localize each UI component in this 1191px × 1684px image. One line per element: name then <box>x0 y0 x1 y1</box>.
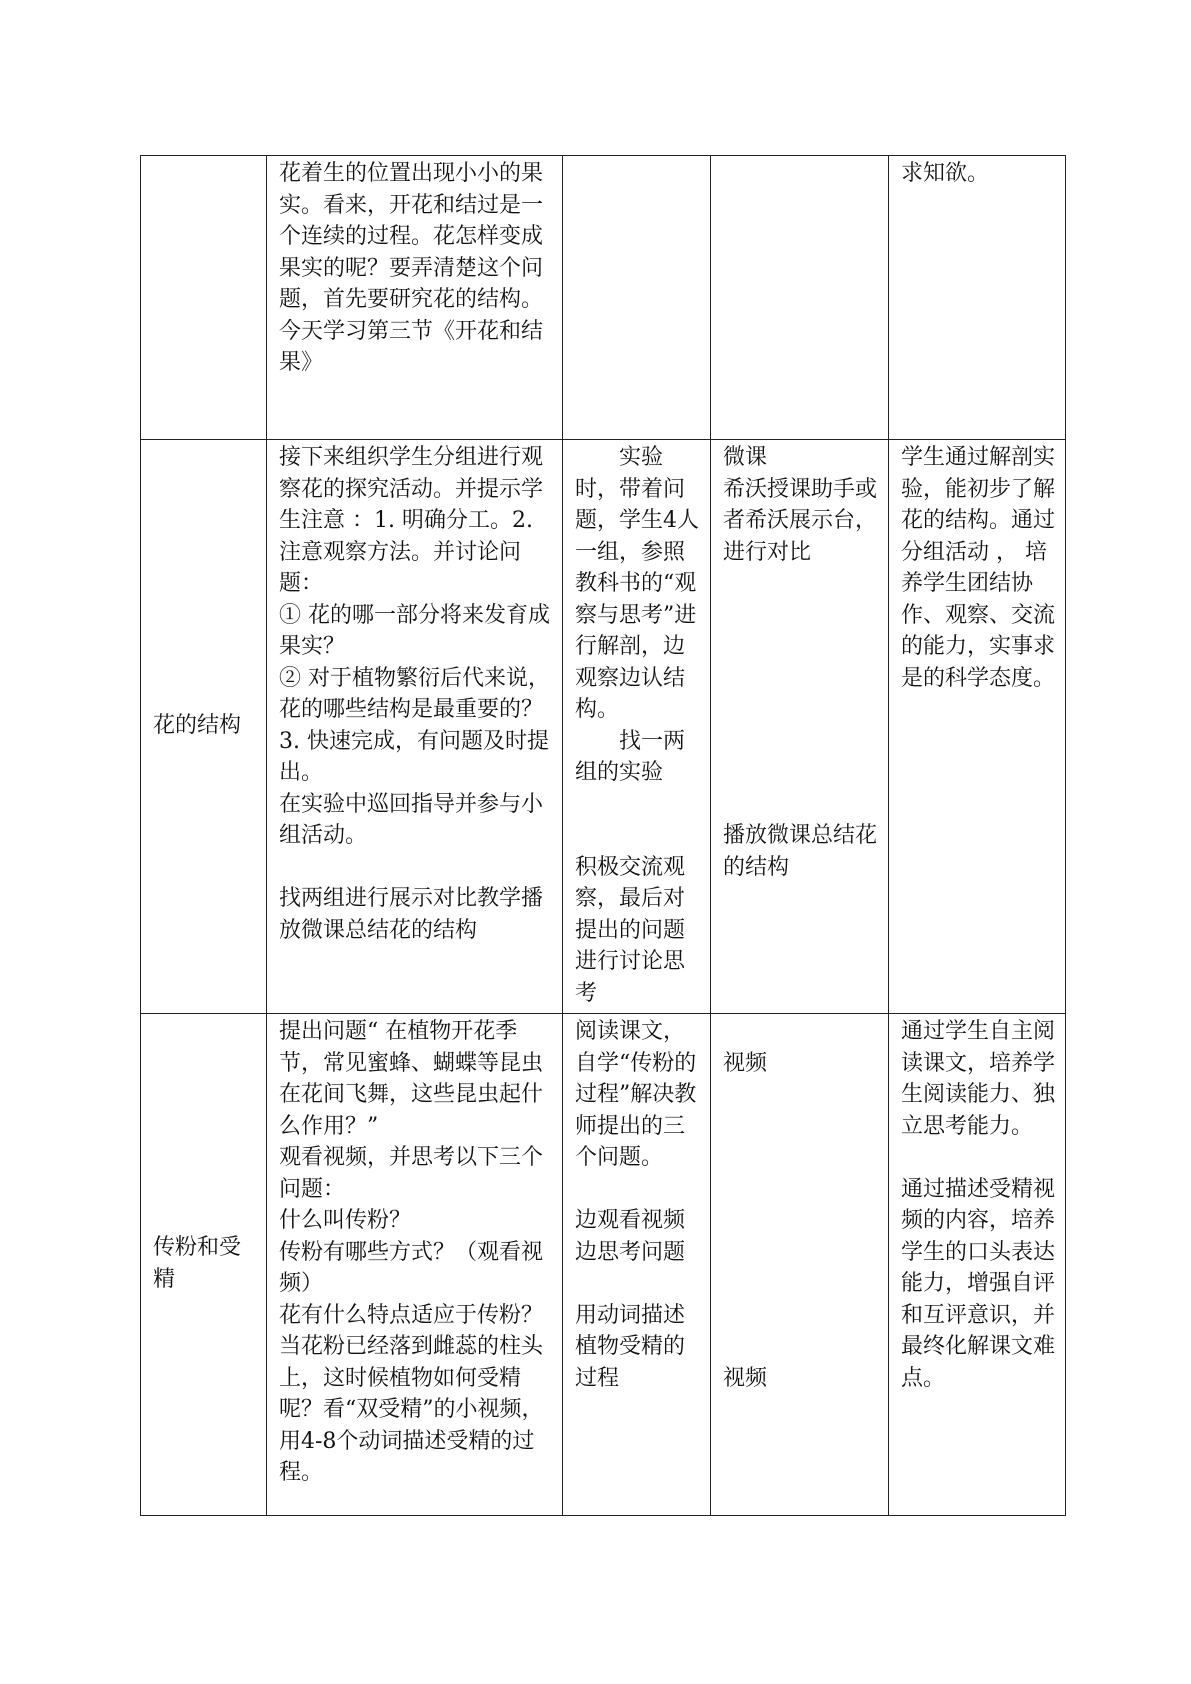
spacer <box>723 694 878 726</box>
spacer <box>723 1237 878 1269</box>
table-row <box>141 440 1066 1014</box>
spacer <box>723 1268 878 1300</box>
cell-paragraph: 在实验中巡回指导并参与小组活动。 <box>279 791 544 848</box>
media-cell <box>711 440 889 1014</box>
cell-paragraph: 通过描述受精视频的内容，培养学生的口头表达能力，增强自评和互评意识，并最终化解课文难点。 <box>901 1176 1056 1391</box>
cell-paragraph: 希沃授课助手或者希沃展示台，进行对比 <box>723 476 878 565</box>
teacher-activity-cell <box>267 440 563 1014</box>
cell-paragraph: 观看视频，并思考以下三个问题： <box>279 1145 544 1202</box>
cell-paragraph: 边观看视频边思考问题 <box>575 1208 686 1265</box>
spacer <box>723 663 878 695</box>
design-intent-cell <box>889 1014 1066 1516</box>
spacer <box>723 600 878 632</box>
cell-paragraph: 提出问题“ 在植物开花季节，常见蜜蜂、蝴蝶等昆虫在花间飞舞，这些昆虫起什么作用？” <box>279 1019 544 1139</box>
teacher-activity-cell <box>267 156 563 440</box>
cell-paragraph: 找一两组的实验 <box>575 728 686 785</box>
cell-paragraph: 3. 快速完成，有问题及时提出。 <box>279 728 549 785</box>
spacer <box>723 1079 878 1111</box>
teacher-activity-cell <box>267 1014 563 1516</box>
table-row <box>141 156 1066 440</box>
cell-paragraph: ② 对于植物繁衍后代来说，花的哪些结构是最重要的？ <box>279 665 550 722</box>
design-intent-cell <box>889 156 1066 440</box>
spacer <box>723 631 878 663</box>
cell-paragraph: 视频 <box>723 1365 768 1391</box>
spacer <box>723 1016 878 1048</box>
cell-paragraph: 接下来组织学生分组进行观察花的探究活动。并提示学生注意 ：1. 明确分工。2. 注意观察方法。并讨论问题： <box>279 445 544 596</box>
cell-paragraph: 通过学生自主阅读课文，培养学生阅读能力、独立思考能力。 <box>901 1019 1056 1139</box>
spacer <box>723 1111 878 1143</box>
student-activity-cell <box>563 156 711 440</box>
design-intent-cell <box>889 440 1066 1014</box>
spacer <box>575 820 700 852</box>
stage-cell: 传粉和受精 <box>141 1014 267 1516</box>
spacer <box>575 1268 700 1300</box>
spacer <box>723 757 878 789</box>
table-row <box>141 1014 1066 1516</box>
media-cell <box>711 1014 889 1516</box>
cell-paragraph: 花有什么特点适应于传粉？ <box>279 1302 544 1328</box>
spacer <box>723 1205 878 1237</box>
spacer <box>723 726 878 758</box>
media-cell <box>711 156 889 440</box>
spacer <box>723 1331 878 1363</box>
cell-paragraph: 实验时，带着问题，学生4人一组，参照教科书的“观察与思考”进行解剖，边观察边认结构。 <box>575 445 699 722</box>
cell-paragraph: 什么叫传粉？ <box>279 1208 412 1233</box>
stage-cell <box>141 156 267 440</box>
cell-paragraph: 微课 <box>723 445 768 470</box>
cell-paragraph: 求知欲。 <box>901 161 990 186</box>
cell-paragraph: 当花粉已经落到雌蕊的柱头上，这时候植物如何受精呢？看“双受精”的小视频，用4-8个动词描述受精的过程。 <box>279 1334 544 1485</box>
cell-paragraph: 阅读课文，自学“传粉的过程”解决教师提出的三个问题。 <box>575 1019 697 1170</box>
cell-paragraph: 花着生的位置出现小小的果实。看来，开花和结过是一个连续的过程。花怎样变成果实的呢？要弄清楚这个问题，首先要研究花的结构。 <box>279 161 544 312</box>
spacer <box>723 568 878 600</box>
cell-paragraph: 学生通过解剖实验，能初步了解花的结构。通过分组活动 ， 培养学生团结协作、观察、交流的能力，实事求是的科学态度。 <box>901 445 1056 691</box>
student-activity-cell <box>563 440 711 1014</box>
cell-paragraph: 视频 <box>723 1050 768 1076</box>
student-activity-cell <box>563 1014 711 1516</box>
lesson-plan-table <box>140 155 1066 1516</box>
spacer <box>723 1142 878 1174</box>
cell-paragraph: ① 花的哪一部分将来发育成果实？ <box>279 602 550 659</box>
cell-paragraph: 积极交流观察，最后对提出的问题进行讨论思考 <box>575 854 686 1006</box>
spacer <box>723 1174 878 1206</box>
stage-cell: 花的结构 <box>141 440 267 1014</box>
spacer <box>279 852 552 884</box>
cell-paragraph: 传粉有哪些方式？（观看视频） <box>279 1239 544 1296</box>
spacer <box>723 1300 878 1332</box>
spacer <box>901 1142 1055 1174</box>
cell-paragraph: 找两组进行展示对比教学播放微课总结花的结构 <box>279 886 544 943</box>
cell-paragraph: 播放微课总结花的结构 <box>723 823 878 880</box>
spacer <box>723 789 878 821</box>
cell-paragraph: 今天学习第三节《开花和结果》 <box>279 318 544 375</box>
spacer <box>575 789 700 821</box>
spacer <box>575 1174 700 1206</box>
cell-paragraph: 用动词描述植物受精的过程 <box>575 1302 686 1391</box>
